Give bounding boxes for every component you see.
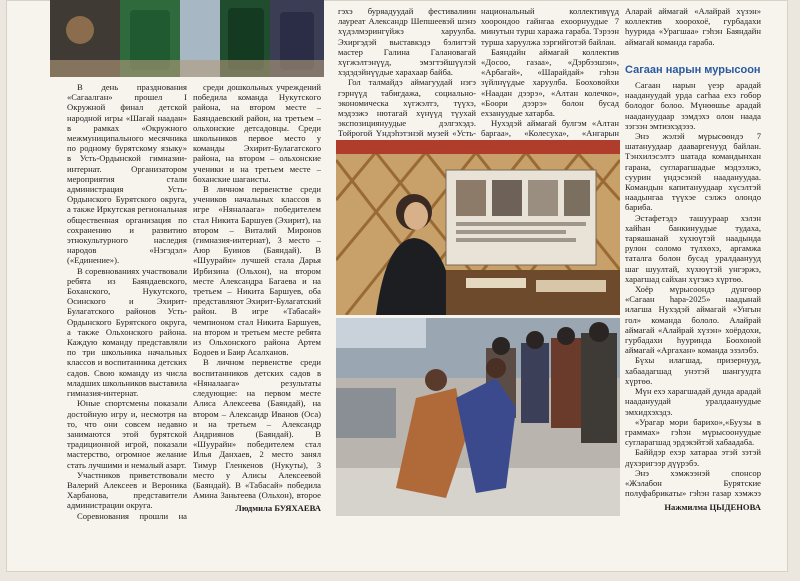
- article-column-4: [481, 6, 619, 138]
- paragraph: гэхэ буряадуудай фестивалиин лауреат Александр Шепшеевэй шэнэ хүдэлмэрингүйжэ харуулба. Эхиргэдэй выставкэдэ бэлигтэй мастер Галина Галановагай хүгжэлтэнүүд, эмэгтэйшүүлэй хэдэдэйнүүдые харахаар байба.: [338, 6, 476, 78]
- paragraph: «Урагар мори барихо»,«Буузы в граммах» гэһэн мүрысоонуудые сугларагшад эрдэкэйтэй хабаадаба.: [625, 416, 761, 448]
- paragraph: В соревнованиях участвовали ребята из Баяндаевского, Боханского, Нукутского, Осинского и Эхирит-Булагатского районов Усть-Ордынского Бурятского округа, а также Ольхонского района. Каждую команду представляли по три школьника начальных классов и воспитанника детских садов. Свою команду из числа младших школьников выставила гимназия-интернат.: [67, 265, 187, 399]
- paragraph: В день празднования «Сагаалган» прошел I Окружной финал детской народной игры «Шагай наадан» в рамках «Окружного межмуниципального месячника по родному бурятскому языку» в Усть-Ордынской гимназии-интернат. Организатором мероприятия стали администрация Усть-Ордынского Бурятского округа, а также Иркутская региональная общественная организация по сохранению и развитию этнокультурного наследия народов «Нэгэдэл» («Единение»).: [67, 82, 187, 266]
- paragraph: Энэ жэлэй мүрысөөндэ 7 шатануудаар дааваргенууд байлан. Тэнхилэсэлтэ шатада командынхан гарана, сугларагшадые мэдээлжэ, суурин үндэсэнэй наадануудаа. Командын капитануудаар хүсэлтэй наадынгаа түүхэе сэлжэ олондо бариба.: [625, 131, 761, 213]
- paragraph: Участников приветствовали Валерий Алексеев и Вероника Харбанова, представители администрации округа.: [67, 469, 187, 511]
- photo-outdoor-wrestling: [336, 318, 620, 516]
- article-column-2: [193, 82, 321, 500]
- author-signature: Людмила БУЯХАЕВА: [235, 503, 321, 513]
- photo-children-costumes: [50, 0, 324, 77]
- paragraph: Юные спортсмены показали достойную игру и, несмотря на то, что они совсем недавно занимаются этой бурятской традиционной игрой, показали мастерство, огромное желание стать лучшими и немалый азарт.: [67, 398, 187, 470]
- paragraph: Баййдэр ехэр хатараа этэй зэтэй дүхэригээр дүүрэбэ.: [625, 447, 761, 468]
- photo-yurt-exhibition: [336, 140, 620, 315]
- article-column-5: [625, 6, 761, 60]
- paragraph: Аларай аймагай «Алайрай хүзэн» коллектив хоорохоё, гурбадахи һуурида «Урагшаа» гэһэн Баяндайн аймагай команда гараба.: [625, 6, 761, 47]
- section-heading: Сагаан нарын мурысоон: [625, 64, 761, 76]
- paragraph: Гол талмайдэ аймагуудай нэгэ гэрнүүд табигдажа, социально-экономическа хүгжэлтэ, түүхэ, мэдээжэ нютагай хүнүүд түухай экспозициянуудые дэлгэхэдэ. Тойрогой Үндэhэтэнэй музей «Усть-: [338, 77, 476, 138]
- article-column-1: [67, 82, 187, 522]
- paragraph: Баяндайн аймагай коллектив «Досоо, газаа», «Дэрбээшэн», «Арбагай», «Шарайдай» гэһэн зүйлнүүдые харуулба. Бооховойхи «Наадан дээрэ», «Алтан колечко», «Боори дээрэ» болон бусад ехзануудые хатарба.: [481, 46, 619, 119]
- newspaper-page: [6, 0, 788, 572]
- article-column-5-body: [625, 80, 761, 500]
- paragraph: Бүхы илагшад, призернууд, хабаадагшад унэтэй шангуудта хүртөө.: [625, 355, 761, 386]
- paragraph: Энэ хэмжээнэй спонсор «Жэлабон Бурятские полуфабрикаты» гэһэн газар хэмжээ: [625, 467, 761, 499]
- paragraph: Соревнования прошли на: [77, 510, 187, 521]
- paragraph: В личном первенстве среди воспитанников детских садов в «Няналаага» результаты следующие: на первом месте Алиса Алексеева (Баяндай), на втором – Александр Иванов (Оса) и на третьем – Александр Андриянов (Баяндай). В «Шуурайн» победителем стал Илья Данхаев, 2 место занял Тимур Гленкенов (Нукуты), 3 место у Алисы Алексеевой (Баяндай). В «Табасай» победила Амина Заньтеева (Ольхон), второе: [193, 357, 321, 500]
- paragraph: среди дошкольных учреждений победила команда Нукутского района, на втором месте – Баяндаевский район, на третьем – ольхонские детсадовцы. Среди школьников первое место у команды Эхирит-Булагатского района, на втором – ольхонские ученики и на третьем месте – боханские шагаисты.: [193, 82, 321, 184]
- paragraph: национальный коллективүүд хоорондоо гайнгаа ехоорнуудые 7 минутын турш хаража гараба. Тэрээн турша харуулжа зэргийготэй байлан.: [481, 6, 619, 47]
- paragraph: Нухэдэй аймагай булгэм «Алтан баргаа», «Колесуха», «Ангарын: [481, 118, 619, 138]
- paragraph: Хоёр мүрысоондэ дүнгөөр «Сагаан hара-2025» наадынай илагша Нухэдэй аймагай «Унгын гол» команда бололо. Алайрай аймагай «Алайрай хүзэн» хоёрдохи, гурбадахи һууринда Боохоной аймагай «Аргахан» команда эзэлэбэ.: [625, 284, 761, 356]
- article-column-3: [338, 6, 476, 138]
- paragraph: Эстафетэдэ ташуураар хэлэн хайһан банкинуудые тудаха, таряашанай хүхюүтэй наадында рулон соломо түлхөхэ, аргамжа таталга болон бусад уралдаанууд шаг шуултай, хүхюүтэй унгэржэ, харагшад сайхан хүгэжэ хүртөө.: [625, 212, 761, 284]
- paragraph: Сагаан нарын үеэр арадай наадануудай урда сагһаа ехэ гобор болодог болоо. Мүнөөшье арадай наадануудаар зэмдэхэ олон наада зэгзэн эмтиэхэдэээ.: [625, 80, 761, 131]
- paragraph: В личном первенстве среди учеников начальных классов в игре «Няналаага» победителем стал Никита Баршуев (Эхирит), на втором – Виталий Миронов (гимназия-интернат), 3 место – Аюр Буинов (Баяндай). В «Шуурайн» лучшей стала Дарья Ирбизина (Ольхон), на втором месте Александра Багаева и на третьем – Никита Баршуев, оба представляют Эхирит-Булагатский район. В игре «Табасай» чемпионом стал Никита Баршуев, на втором и третьем месте ребята из Ольхонского района Артем Бодоев и Баир Асалханов.: [193, 184, 321, 358]
- author-signature: Нажмилма ЦЫДЕНОВА: [664, 502, 761, 512]
- paragraph: Мүн ехэ харагшадай дунда арадай наадануудай уралдаануудые эмхидхэхэдэ.: [625, 386, 761, 417]
